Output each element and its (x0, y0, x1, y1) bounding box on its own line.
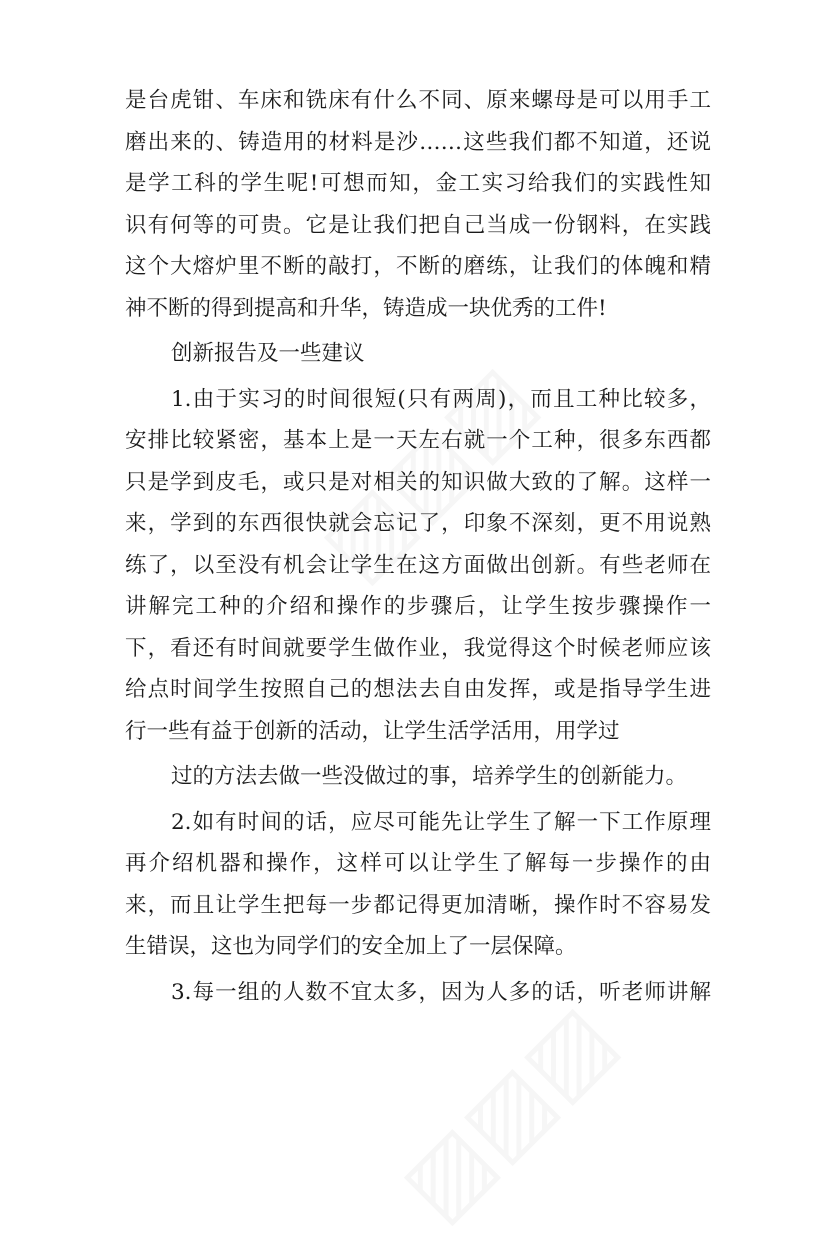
text-line: 给点时间学生按照自己的想法去自由发挥，或是指导学生进 (125, 677, 711, 702)
suggestion-item-1 (125, 379, 711, 753)
document-body (125, 80, 711, 1013)
text-line: 2.如有时间的话，应尽可能先让学生了解一下工作原理 (171, 809, 711, 835)
text-line: 行一些有益于创新的活动，让学生活学活用，用学过 (125, 718, 620, 744)
suggestion-item-2 (125, 802, 711, 968)
text-line: 下，看还有时间就要学生做作业，我觉得这个时候老师应该 (125, 635, 711, 661)
text-line: 来，而且让学生把每一步都记得更加清晰，操作时不容易发 (125, 892, 711, 918)
text-line: 安排比较紧密，基本上是一天左右就一个工种，很多东西都 (125, 428, 711, 453)
section-heading: 创新报告及一些建议 (171, 341, 365, 366)
text-line: 讲解完工种的介绍和操作的步骤后，让学生按步骤操作一 (125, 594, 711, 619)
text-line: 识有何等的可贵。它是让我们把自己当成一份钢料，在实践 (125, 212, 711, 238)
text-line: 磨出来的、铸造用的材料是沙……这些我们都不知道，还说 (125, 129, 711, 155)
text-line: 是学工科的学生呢!可想而知，金工实习给我们的实践性知 (125, 171, 711, 196)
text-line: 生错误，这也为同学们的安全加上了一层保障。 (125, 934, 577, 959)
text-line: 练了，以至没有机会让学生在这方面做出创新。有些老师在 (125, 552, 711, 578)
suggestion-item-3 (125, 972, 711, 1014)
text-line: 只是学到皮毛，或只是对相关的知识做大致的了解。这样一 (125, 469, 711, 495)
text-line: 是台虎钳、车床和铣床有什么不同、原来螺母是可以用手工 (125, 88, 711, 113)
text-line: 再介绍机器和操作，这样可以让学生了解每一步操作的由 (125, 851, 711, 876)
text-line: 这个大熔炉里不断的敲打，不断的磨练，让我们的体魄和精 (125, 254, 711, 279)
text-line: 来，学到的东西很快就会忘记了，印象不深刻，更不用说熟 (125, 511, 711, 536)
text-line: 1.由于实习的时间很短(只有两周)，而且工种比较多， (171, 386, 711, 412)
continuation-line: 过的方法去做一些没做过的事，培养学生的创新能力。 (171, 764, 688, 789)
watermark (380, 985, 635, 1240)
paragraph-1 (125, 80, 711, 329)
text-line: 3.每一组的人数不宜太多，因为人多的话，听老师讲解 (171, 979, 711, 1005)
text-line: 神不断的得到提高和升华，铸造成一块优秀的工件! (125, 295, 607, 321)
